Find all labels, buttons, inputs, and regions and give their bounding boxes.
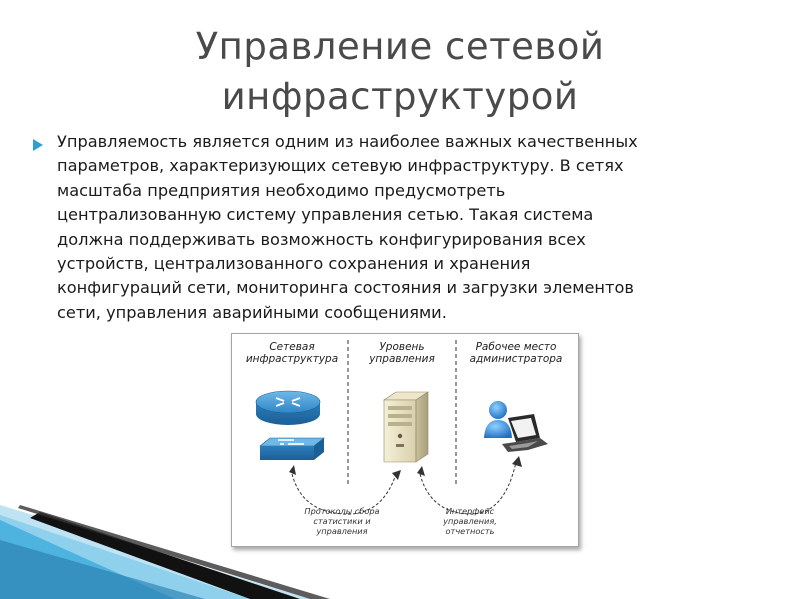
label-line: управления xyxy=(369,353,435,365)
label-line: Интерфейс xyxy=(445,506,495,516)
network-management-diagram xyxy=(231,333,579,547)
label-line: Рабочее место xyxy=(475,341,557,353)
server-icon xyxy=(384,392,428,462)
router-icon xyxy=(256,391,320,425)
paragraph-line: должна поддерживать возможность конфигурирования всех xyxy=(57,229,586,249)
slide-title-line-1: Управление сетевой xyxy=(195,25,605,68)
arrowhead-icon xyxy=(417,466,425,476)
diagram-graphics xyxy=(232,334,578,546)
label-line: управления xyxy=(316,526,368,536)
paragraph-line: конфигураций сети, мониторинга состояния и загрузки элементов xyxy=(57,278,634,298)
arrowhead-icon xyxy=(512,456,522,467)
switch-icon xyxy=(260,438,324,460)
paragraph-line: Управляемость является одним из наиболее важных качественных xyxy=(57,132,638,151)
label-interface xyxy=(422,506,518,536)
arrowhead-icon xyxy=(289,465,296,475)
slide-title xyxy=(0,22,800,122)
label-line: Сетевая xyxy=(269,341,315,353)
admin-laptop-icon xyxy=(484,401,548,452)
paragraph-line: параметров, характеризующих сетевую инфраструктуру. В сетях xyxy=(57,156,624,176)
label-line: статистики и xyxy=(313,516,371,526)
paragraph-line: масштаба предприятия необходимо предусмотреть xyxy=(57,180,506,200)
bullet-icon xyxy=(33,139,43,151)
label-line: администратора xyxy=(469,353,563,365)
paragraph-line: централизованную систему управления сетью. Такая система xyxy=(57,205,594,225)
label-line: Уровень xyxy=(379,341,425,353)
label-line: управления, xyxy=(443,516,497,526)
paragraph-line: сети, управления аварийными сообщениями. xyxy=(57,302,447,322)
slide-title-line-2: инфраструктурой xyxy=(221,75,579,118)
label-line: инфраструктура xyxy=(245,353,339,365)
paragraph-line: устройств, централизованного сохранения и хранения xyxy=(57,254,531,274)
label-line: Протоколы сбора xyxy=(304,506,380,516)
body-paragraph xyxy=(57,130,747,325)
label-protocols xyxy=(292,506,392,536)
label-line: отчетность xyxy=(445,526,495,536)
column-label-management xyxy=(350,341,454,365)
column-label-admin xyxy=(458,341,574,365)
arrowhead-icon xyxy=(392,470,401,480)
column-label-network xyxy=(238,341,346,365)
